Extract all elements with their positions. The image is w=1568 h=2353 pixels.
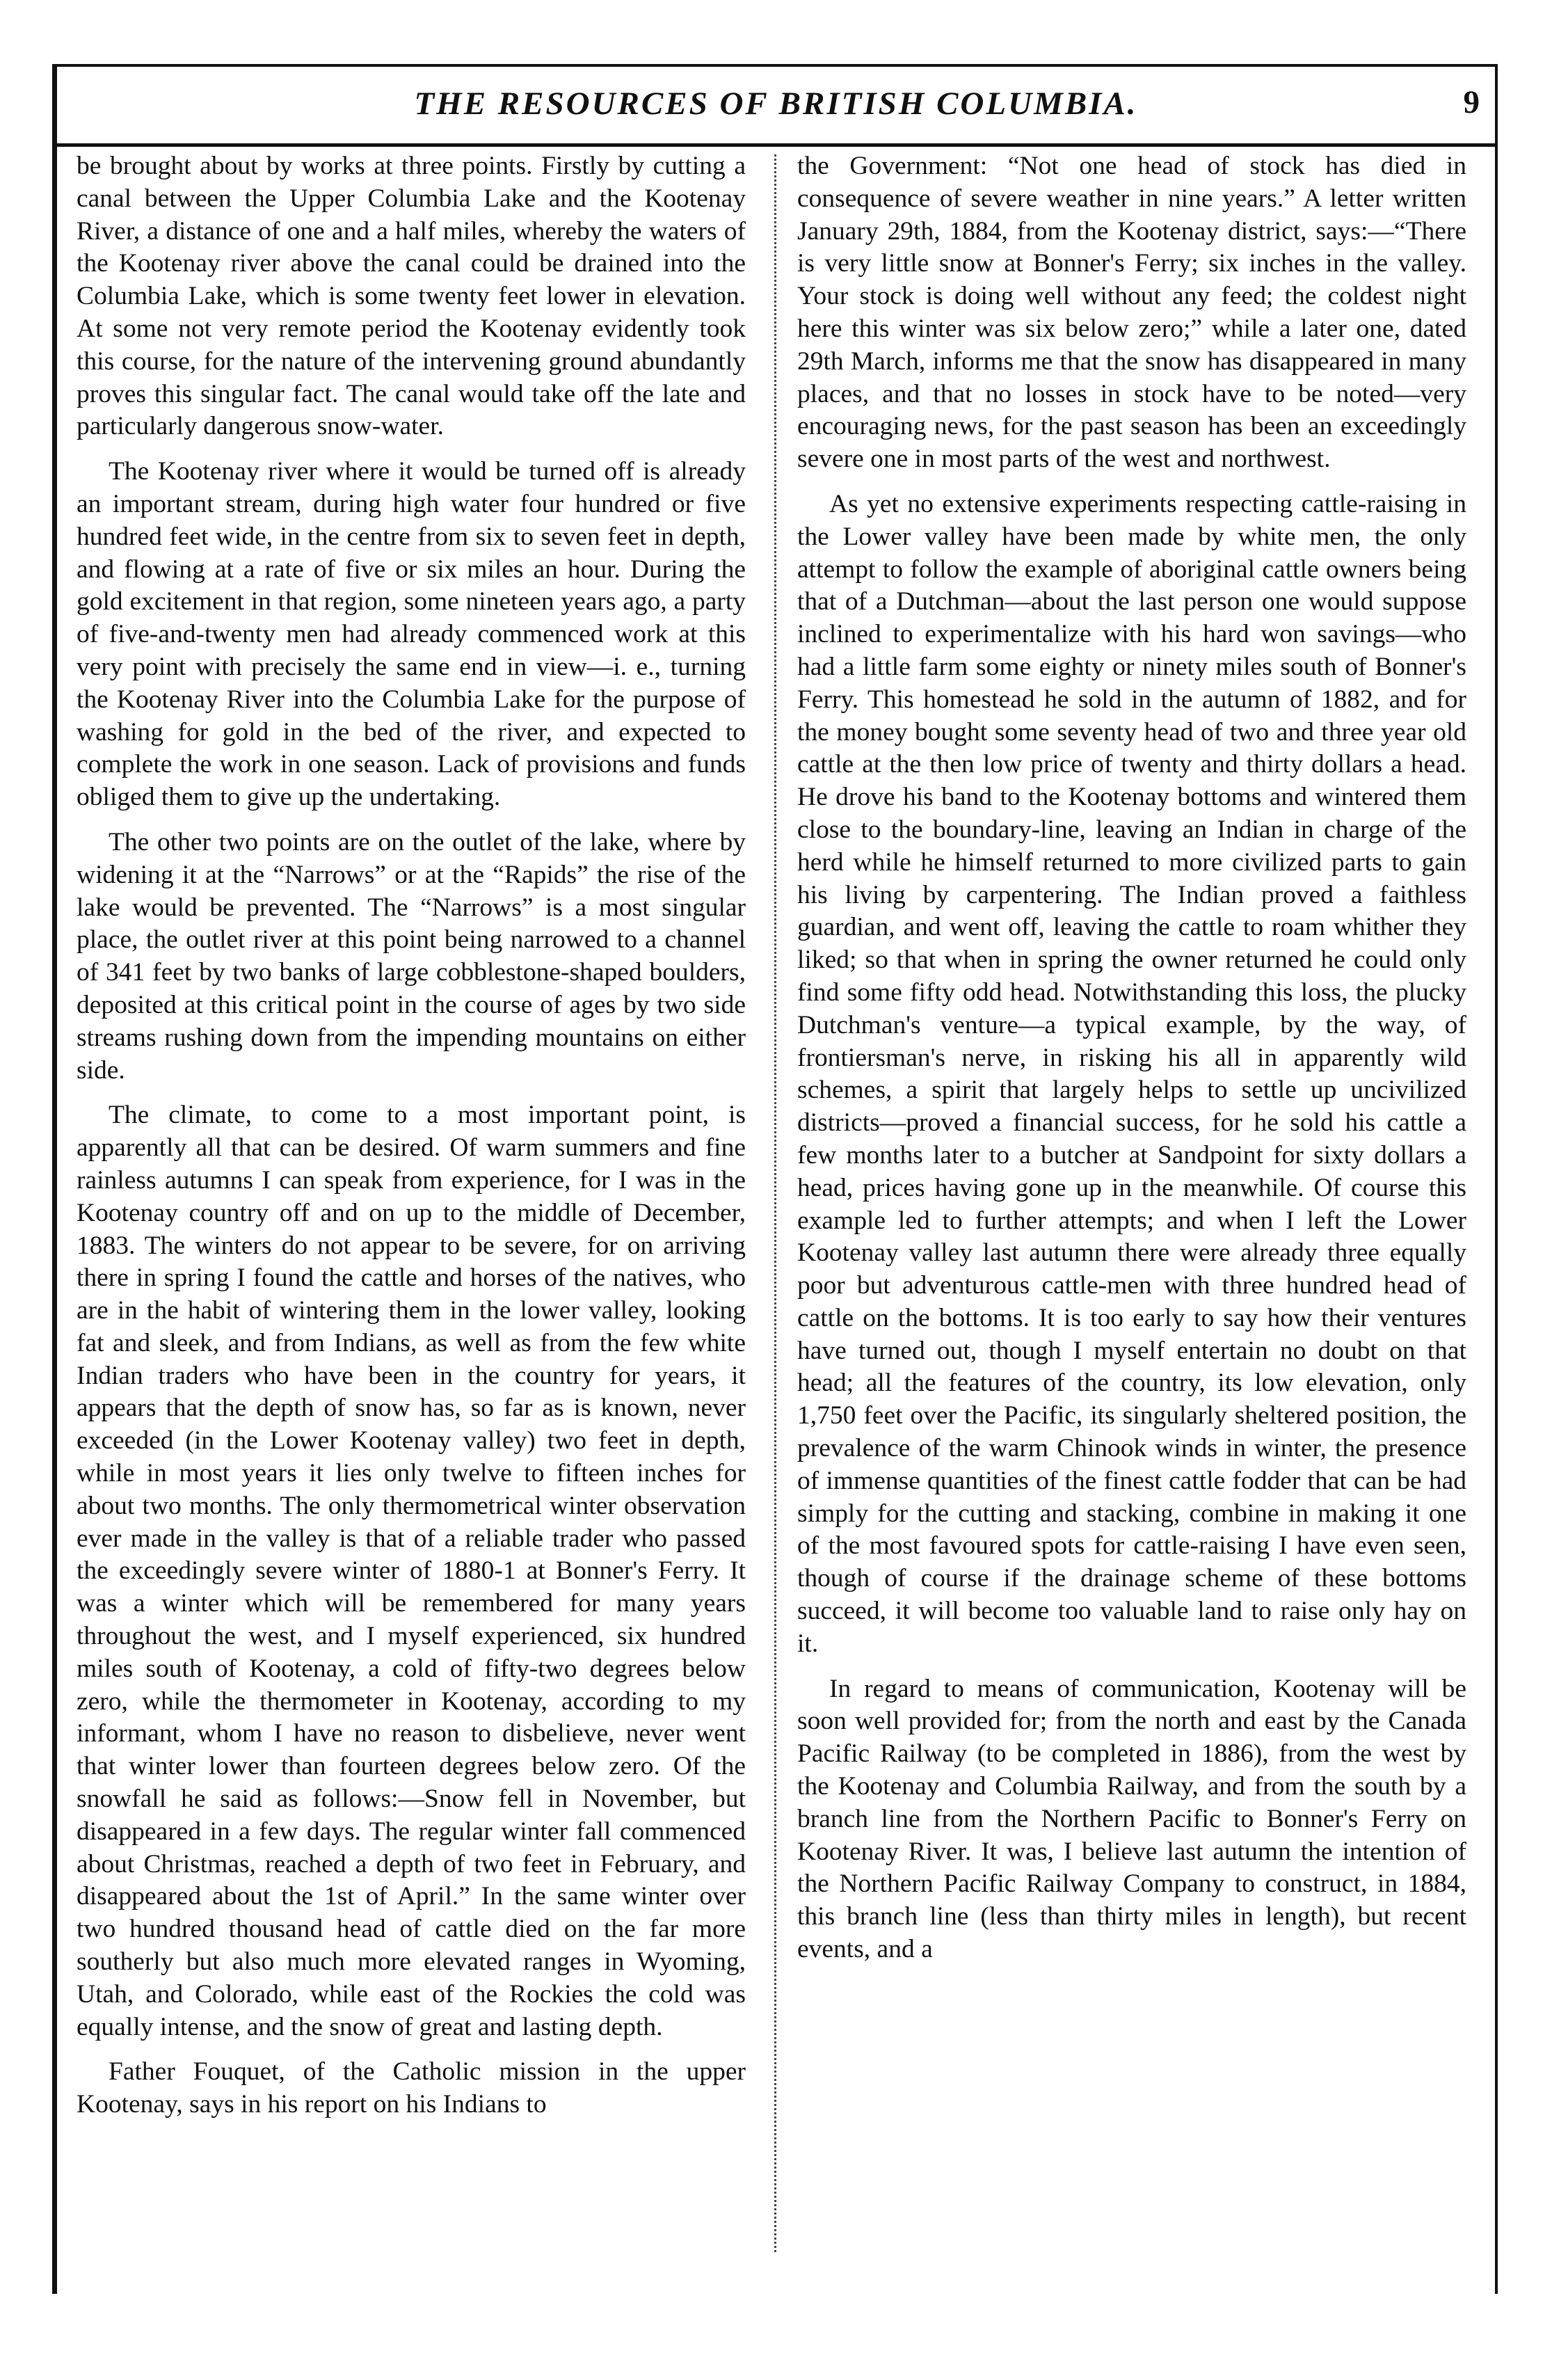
paragraph: be brought about by works at three points. Firstly by cutting a canal between the Upper Columbia Lake and the Kootenay River, a distance of one and a half miles, whereby the waters of the Kootenay river above the canal could be drained into the Columbia Lake, which is some twenty feet lower in elevation. At some not very remote period the Kootenay evidently took this course, for the nature of the intervening ground abundantly proves this singular fact. The canal would take off the late and particularly dangerous snow-water.: [77, 152, 746, 441]
paragraph: The Kootenay river where it would be turned off is already an important stream, during high water four hundred or five hundred feet wide, in the centre from six to seven feet in depth, and flowing at a rate of five or six miles an hour. During the gold excitement in that region, some nineteen years ago, a party of five-and-twenty men had already commenced work at this very point with precisely the same end in view—i. e., turning the Kootenay River into the Columbia Lake for the purpose of washing for gold in the bed of the river, and expected to complete the work in one season. Lack of provisions and funds obliged them to give up the undertaking.: [77, 457, 746, 812]
paragraph: In regard to means of communication, Kootenay will be soon well provided for; from the north and east by the Canada Pacific Railway (to be completed in 1886), from the west by the Kootenay and Columbia Railway, and from the south by a branch line from the Northern Pacific to Bonner's Ferry on Kootenay River. It was, I believe last autumn the intention of the Northern Pacific Railway Company to construct, in 1884, this branch line (less than thirty miles in length), but recent events, and a: [797, 1674, 1466, 1964]
page-header: [57, 64, 1495, 147]
page: [52, 64, 1498, 2294]
paragraph: Father Fouquet, of the Catholic mission in the upper Kootenay, says in his report on his Indians to: [77, 2057, 746, 2119]
running-title: THE RESOURCES OF BRITISH COLUMBIA.: [414, 86, 1138, 122]
paragraph: the Government: “Not one head of stock has died in consequence of severe weather in nine years.” A letter written January 29th, 1884, from the Kootenay district, says:—“There is very little snow at Bonner's Ferry; six inches in the valley. Your stock is doing well without any feed; the coldest night here this winter was six below zero;” while a later one, dated 29th March, informs me that the snow has disappeared in many places, and that no losses in stock have to be noted—very encouraging news, for the past season has been an exceedingly severe one in most parts of the west and northwest.: [797, 152, 1466, 474]
column-divider: [774, 154, 776, 2252]
paragraph: The climate, to come to a most important point, is apparently all that can be desired. Of warm summers and fine rainless autumns I can speak from experience, for I was in the Kootenay country off and on up to the middle of December, 1883. The winters do not appear to be severe, for on arriving there in spring I found the cattle and horses of the natives, who are in the habit of wintering them in the lower valley, looking fat and sleek, and from Indians, as well as from the few white Indian traders who have been in the country for years, it appears that the depth of snow has, so far as is known, never exceeded (in the Lower Kootenay valley) two feet in depth, while in most years it lies only twelve to fifteen inches for about two months. The only thermometrical winter observation ever made in the valley is that of a reliable trader who passed the exceedingly severe winter of 1880-1 at Bonner's Ferry. It was a winter which will be remembered for many years throughout the west, and I myself experienced, six hundred miles south of Kootenay, a cold of fifty-two degrees below zero, while the thermometer in Kootenay, according to my informant, whom I have no reason to disbelieve, never went that winter lower than fourteen degrees below zero. Of the snowfall he said as follows:—Snow fell in November, but disappeared in a few days. The regular winter fall commenced about Christmas, reached a depth of two feet in February, and disappeared about the 1st of April.” In the same winter over two hundred thousand head of cattle died on the far more southerly but also much more elevated ranges in Wyoming, Utah, and Colorado, while east of the Rockies the cold was equally intense, and the snow of great and lasting depth.: [77, 1101, 746, 2041]
page-number: 9: [1463, 84, 1480, 120]
paragraph: The other two points are on the outlet of the lake, where by widening it at the “Narrows” or at the “Rapids” the rise of the lake would be prevented. The “Narrows” is a most singular place, the outlet river at this point being narrowed to a channel of 341 feet by two banks of large cobblestone-shaped boulders, deposited at this critical point in the course of ages by two side streams rushing down from the impending mountains on either side.: [77, 827, 746, 1085]
right-column: [797, 150, 1466, 2266]
text-columns: [57, 141, 1495, 2294]
left-column: [77, 150, 746, 2266]
paragraph: As yet no extensive experiments respecting cattle-raising in the Lower valley have been made by white men, the only attempt to follow the example of aboriginal cattle owners being that of a Dutchman—about the last person one would suppose inclined to experimentalize with his hard won savings—who had a little farm some eighty or ninety miles south of Bonner's Ferry. This homestead he sold in the autumn of 1882, and for the money bought some seventy head of two and three year old cattle at the then low price of twenty and thirty dollars a head. He drove his band to the Kootenay bottoms and wintered them close to the boundary-line, leaving an Indian in charge of the herd while he himself returned to more civilized parts to gain his living by carpentering. The Indian proved a faithless guardian, and went off, leaving the cattle to roam whither they liked; so that when in spring the owner returned he could only find some fifty odd head. Notwithstanding this loss, the plucky Dutchman's venture—a typical example, by the way, of frontiersman's nerve, in risking his all in apparently wild schemes, a spirit that largely helps to settle up uncivilized districts—proved a financial success, for he sold his cattle a few months later to a butcher at Sandpoint for sixty dollars a head, prices having gone up in the meanwhile. Of course this example led to further attempts; and when I left the Lower Kootenay valley last autumn there were already three equally poor but adventurous cattle-men with three hundred head of cattle on the bottoms. It is too early to say how their ventures have turned out, though I myself entertain no doubt on that head; all the features of the country, its low elevation, only 1,750 feet over the Pacific, its singularly sheltered position, the prevalence of the warm Chinook winds in winter, the presence of immense quantities of the finest cattle fodder that can be had simply for the cutting and stacking, combine in making it one of the most favoured spots for cattle-raising I have even seen, though of course if the drainage scheme of these bottoms succeed, it will become too valuable land to raise only hay on it.: [797, 489, 1466, 1658]
